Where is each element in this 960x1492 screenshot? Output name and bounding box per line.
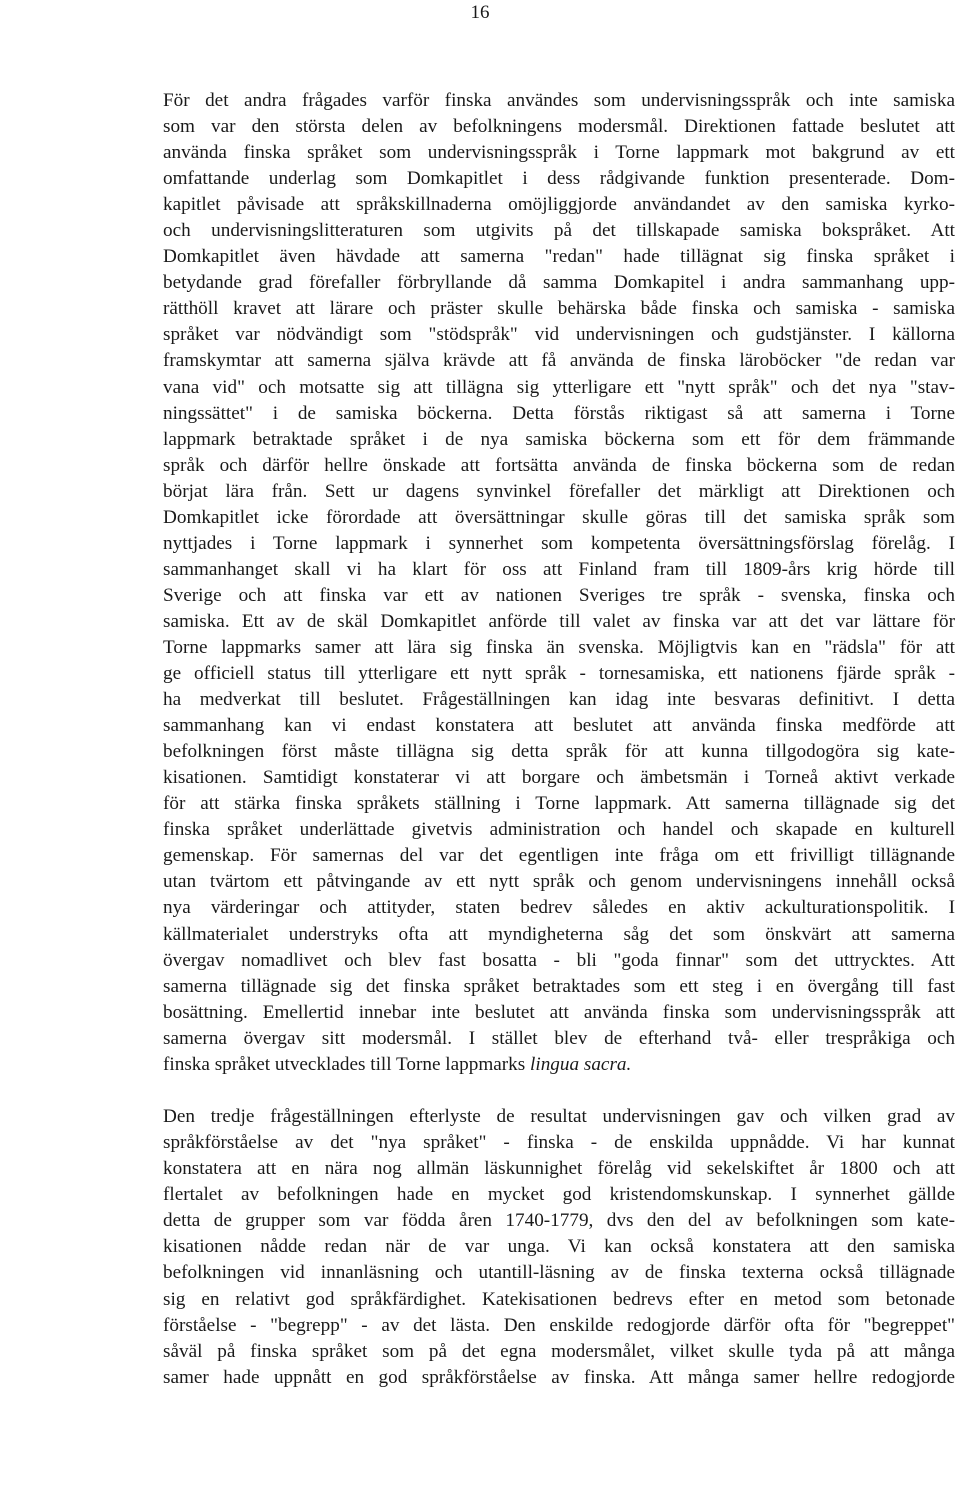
- text-line: flertalet av befolkningen hade en mycket god kristendomskunskap. I synnerhet gällde: [163, 1184, 955, 1206]
- text-line-final: [163, 1052, 955, 1078]
- text-line: detta de grupper som var födda åren 1740-1779, dvs den del av befolkningen som kate-: [163, 1210, 955, 1232]
- page-number: 16: [470, 2, 490, 23]
- text-line: och undervisningslitteraturen som utgivits på det tillskapade samiska bokspråket. Att: [163, 220, 955, 242]
- text-line: ge officiell status till ytterligare ett nytt språk - tornesamiska, ett nationens fjärde språk -: [163, 663, 955, 685]
- body-text: [163, 88, 955, 1391]
- text-line: gemenskap. För samernas del var det egentligen inte fråga om ett frivilligt tillägnande: [163, 845, 955, 867]
- text-line: framskymtar att samerna själva krävde att få använda de finska läroböcker "de redan var: [163, 350, 955, 372]
- text-line: som var den största delen av befolkningens modersmål. Direktionen fattade beslutet att: [163, 116, 955, 138]
- text-line: bosättning. Emellertid innebar inte beslutet att använda finska som undervisningsspråk att: [163, 1001, 955, 1023]
- text-line: befolkningen först måste tillägna sig detta språk för att kunna tillgodogöra sig kate-: [163, 741, 955, 763]
- text-line: språk och därför hellre önskade att fortsätta använda de finska böckerna som de redan: [163, 454, 955, 476]
- text-line: ningssättet" i de samiska böckerna. Detta förstås riktigast så att samerna i Torne: [163, 402, 955, 424]
- text-line: betydande grad förefaller förbryllande då samma Domkapitel i andra sammanhang upp-: [163, 272, 955, 294]
- text-line: nya värderingar och attityder, staten bedrev således en aktiv ackulturationspolitik. I: [163, 897, 955, 919]
- italic-term: lingua sacra.: [530, 1053, 632, 1075]
- text-line: såväl på finska språket som på det egna modersmålet, vilket skulle tyda på att många: [163, 1340, 955, 1362]
- text-line: kapitlet påvisade att språkskillnaderna omöjliggjorde användandet av den samiska kyrko-: [163, 194, 955, 216]
- text-line: ha medverkat till beslutet. Frågeställningen kan idag inte besvaras definitivt. I detta: [163, 689, 955, 711]
- text-line: utan tvärtom ett påtvingande av ett nytt språk och genom undervisningens innehåll också: [163, 871, 955, 893]
- text-line: kisationen nådde redan när de var unga. Vi kan också konstatera att den samiska: [163, 1236, 955, 1258]
- text-line: förståelse - "begrepp" - av det lästa. Den enskilde redogjorde därför ofta för "begreppet": [163, 1314, 955, 1336]
- text-line: övergav nomadlivet och blev fast bosatta - bli "goda finnar" som det uttrycktes. Att: [163, 949, 955, 971]
- text-line: konstatera att en nära nog allmän läskunnighet förelåg vid sekelskiftet år 1800 och att: [163, 1158, 955, 1180]
- text-line: befolkningen vid innanläsning och utantill-läsning av de finska texterna också tillägnade: [163, 1262, 955, 1284]
- text-line: samiska. Ett av de skäl Domkapitlet anförde till valet av finska var att det var lättare för: [163, 610, 955, 632]
- text-line: källmaterialet understryks ofta att myndigheterna såg det som önskvärt att samerna: [163, 923, 955, 945]
- text-line: språket var nödvändigt som "stödspråk" vid undervisningen och gudstjänster. I källorna: [163, 324, 955, 346]
- text-line: sig en relativt god språkfärdighet. Katekisationen bedrevs efter en metod som betonade: [163, 1288, 955, 1310]
- text-line: rätthöll kravet att lärare och präster skulle behärska både finska och samiska - samiska: [163, 298, 955, 320]
- text-line: använda finska språket som undervisningsspråk i Torne lappmark mot bakgrund av ett: [163, 142, 955, 164]
- text-line: kisationen. Samtidigt konstaterar vi att borgare och ämbetsmän i Torneå aktivt verkade: [163, 767, 955, 789]
- paragraph-language-results: [163, 1104, 955, 1391]
- text-line: sammanhanget skall vi ha klart för oss att Finland fram till 1809-års krig hörde till: [163, 558, 955, 580]
- text-line: samerna övergav sitt modersmål. I stället blev de efterhand två- eller trespråkiga och: [163, 1027, 955, 1049]
- text-line: börjat lära från. Sett ur dagens synvinkel förefaller det märkligt att Direktionen och: [163, 480, 955, 502]
- text-line: omfattande underlag som Domkapitlet i dess rådgivande funktion presenterade. Dom-: [163, 168, 955, 190]
- text-line: Domkapitlet icke förordade att översättningar skulle göras till det samiska språk som: [163, 506, 955, 528]
- text-line: Domkapitlet även hävdade att samerna "redan" hade tillägnat sig finska språket i: [163, 246, 955, 268]
- text-line: nyttjades i Torne lappmark i synnerhet som kompetenta översättningsförslag förelåg. I: [163, 532, 955, 554]
- text-line: lappmark betraktade språket i de nya samiska böckerna som ett för dem främmande: [163, 428, 955, 450]
- text-line: Den tredje frågeställningen efterlyste de resultat undervisningen gav och vilken grad av: [163, 1106, 955, 1128]
- text-line-plain: finska språket utvecklades till Torne lappmarks: [163, 1053, 531, 1075]
- text-line: Sverige och att finska var ett av nationen Sveriges tre språk - svenska, finska och: [163, 584, 955, 606]
- text-line: För det andra frågades varför finska användes som undervisningsspråk och inte samiska: [163, 90, 955, 111]
- text-line: vana vid" och motsatte sig att tillägna sig ytterligare ett "nytt språk" och det nya "stav-: [163, 376, 955, 398]
- text-line: språkförståelse av det "nya språket" - finska - de enskilda uppnådde. Vi har kunnat: [163, 1132, 955, 1154]
- text-line: samer hade uppnått en god språkförståelse av finska. Att många samer hellre redogjorde: [163, 1366, 955, 1388]
- text-line: sammanhang kan vi endast konstatera att beslutet att använda finska medförde att: [163, 715, 955, 737]
- text-line: samerna tillägnade sig det finska språket betraktades som ett steg i en övergång till fast: [163, 975, 955, 997]
- text-line: för att stärka finska språkets ställning i Torne lappmark. Att samerna tillägnade sig det: [163, 793, 955, 815]
- paragraph-language-choice: [163, 88, 955, 1078]
- text-line: finska språket underlättade givetvis administration och handel och skapade en kulturell: [163, 819, 955, 841]
- paragraph-gap: [163, 1078, 955, 1104]
- text-line: Torne lappmarks samer att lära sig finska än svenska. Möjligtvis kan en "rädsla" för att: [163, 636, 955, 658]
